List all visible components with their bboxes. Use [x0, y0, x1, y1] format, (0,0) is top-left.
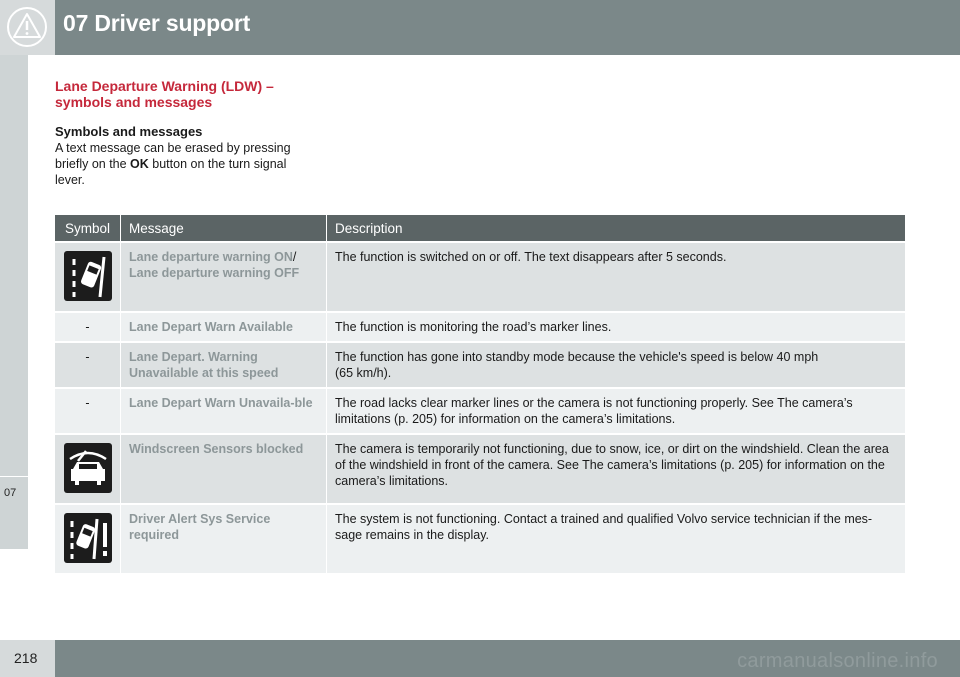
message-text: Lane departure warning OFF [129, 266, 300, 280]
symbol-cell: - [55, 311, 121, 341]
symbol-cell [55, 433, 121, 503]
chapter-title: 07 Driver support [63, 10, 251, 36]
description-text: The function has gone into standby mode because the vehicle's speed is below 40 mph [335, 350, 819, 364]
page-number: 218 [14, 650, 38, 666]
intro-text-end: button on the turn signal lever. [55, 157, 287, 187]
page-header [0, 0, 960, 55]
table-row [55, 311, 905, 341]
intro-text: A text message can be erased by pressing briefly on the [55, 141, 291, 171]
chapter-sidebar [0, 55, 28, 549]
table-row [55, 241, 905, 311]
symbol-cell [55, 503, 121, 573]
message-cell [121, 241, 327, 311]
table-row [55, 503, 905, 573]
symbol-cell [55, 241, 121, 311]
table-row [55, 433, 905, 503]
description-cell: The road lacks clear marker lines or the camera is not functioning properly. See The camera’s limitations (p. 205) for information on the camera’s limitations. [327, 387, 905, 433]
subheading: Symbols and messages [55, 124, 203, 139]
message-cell: Driver Alert Sys Service required [121, 503, 327, 573]
description-text: (65 km/h). [335, 366, 392, 380]
table-row [55, 387, 905, 433]
symbol-cell: - [55, 341, 121, 387]
windscreen-sensor-icon [64, 443, 112, 493]
description-cell: The function is switched on or off. The text disappears after 5 seconds. [327, 241, 905, 311]
messages-table [55, 215, 905, 573]
message-cell: Lane Depart. Warning Unavailable at this speed [121, 341, 327, 387]
watermark: carmanualsonline.info [737, 650, 938, 672]
description-cell: The camera is temporarily not functioning, due to snow, ice, or dirt on the windshield. Clean the area of the windshield in front of the camera. See The camera’s limitations (p. 205) for information on the camera’s limitations. [327, 433, 905, 503]
lane-departure-icon [64, 251, 112, 301]
message-cell: Lane Depart Warn Unavaila-ble [121, 387, 327, 433]
column-header-symbol: Symbol [55, 215, 121, 241]
page-number-box [0, 640, 55, 677]
chapter-tab[interactable] [0, 476, 28, 549]
chapter-tab-label: 07 [4, 487, 17, 499]
message-text: Lane departure warning ON [129, 250, 293, 264]
message-cell: Lane Depart Warn Available [121, 311, 327, 341]
column-header-description: Description [327, 215, 905, 241]
table-header-row [55, 215, 905, 241]
description-cell [327, 341, 905, 387]
description-cell: The function is monitoring the road’s marker lines. [327, 311, 905, 341]
ok-button-reference: OK [130, 157, 149, 171]
lane-departure-service-icon [64, 513, 112, 563]
symbol-cell: - [55, 387, 121, 433]
description-cell: The system is not functioning. Contact a trained and qualified Volvo service technician if the mes-sage remains in the display. [327, 503, 905, 573]
intro-paragraph [55, 140, 315, 188]
warning-triangle-icon [0, 0, 55, 55]
message-separator: / [292, 250, 297, 264]
column-header-message: Message [121, 215, 327, 241]
table-row [55, 341, 905, 387]
message-cell: Windscreen Sensors blocked [121, 433, 327, 503]
section-title: Lane Departure Warning (LDW) – symbols and messages [55, 78, 274, 110]
page-footer [0, 640, 960, 677]
